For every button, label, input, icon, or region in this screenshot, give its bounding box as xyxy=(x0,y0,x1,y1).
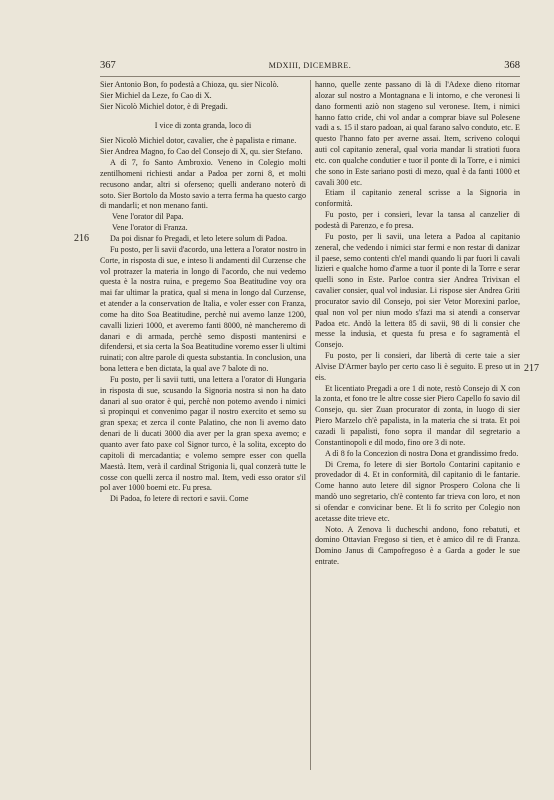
header-rule xyxy=(100,76,520,77)
paragraph-tansa: Fu posto, per i consieri, levar la tansa al canzelier di podestà di Parenzo, e fo presa. xyxy=(315,210,520,230)
running-title: MDXIII, DICEMBRE. xyxy=(268,61,352,70)
paragraph-crema: Di Crema, fo letere di sier Bortolo Contarini capitanio e provedador di 4. Et in conformità, dil capitanio di le fantarie. Come hanno auto letere dil signor Prospero Colona che li mandò uno segretario, ch'è contento far trieva con loro, et non si ofendar e convicinar bene. Et li fo scrito per Colegio non acetasse dite trieve etc. xyxy=(315,459,520,523)
margin-number-left: 216 xyxy=(74,233,89,244)
left-column xyxy=(100,80,306,505)
paragraph-pregadi: Da poi disnar fo Pregadi, et leto letere solum di Padoa. xyxy=(110,233,288,243)
vene-line: Vene l'orator di Franza. xyxy=(112,223,188,233)
paragraph-concezion: A dì 8 fo la Concezion di nostra Dona et grandissimo fredo. xyxy=(325,448,519,458)
name-entry: Sier Antonio Bon, fo podestà a Chioza, qu. sier Nicolò. xyxy=(100,80,279,89)
column-divider xyxy=(310,80,311,770)
paragraph-etiam: Etiam il capitanio zeneral scrisse a la Signoria in conformità. xyxy=(315,188,520,209)
paragraph-ambrosio: A dì 7, fo Santo Ambroxio. Veneno in Colegio molti zentilhomeni richiesti andar a Padoa per zorni 8, et molti recusono andar, altri si oferseno; quelli anderano noterò di soto. Sier Bortolo da Mosto savio a terra ferma ha questo cargo di mandarli; et non menano fanti. xyxy=(100,158,306,211)
paragraph-fo-posto-corte: Fu posto, per li savii d'acordo, una lettera a l'orator nostro in Corte, in risposta di sue, e inteso li andamenti dil Curzense che vol protrazer la materia in longo di l'acordo, che nui vedemo questa è la nostra ruina, e pregemo Soa Beatitudine voy ora mai far ultimar la pratica, qual si mena in longo dal Curzense, et atender a la conservation de Italia, e voler esser con Franza, come ha dito Soa Beatitudine, perchè nui avemo lanze 1200, cavalli lizieri 1000, et averemo fanti 8000, nè mancheremo di danari e di armada, perchè semo disposti mantenirsi e difendersi, et sia certa la Soa Beatitudine voremo esser li ultimi ruinati; con altre parole di questa substantia. In conclusion, una bona lettera e ben dictata, la qual ave 7 balote di no. xyxy=(100,244,306,374)
running-header xyxy=(100,60,520,74)
paragraph-noto: Noto. A Zenova li ducheschi andono, fono rebatuti, et domino Ottavian Fregoso si tien, et è amico dil re di Franza. Domino Janus di Campofregoso è a Garda a goder le sue entrate. xyxy=(315,524,520,567)
paragraph-continuation: hanno, quelle zente passano di là di l'Adexe dieno ritornar alozar sul nostro a Montagnana e li intorno, e che veronesi li dano formenti aziò non stageno sul veronese. Item, i nimici hanno fatto cride, chi vol andar a comprar biave sul Polesene vadi a s. 15 il staro padoan, ai qual farano salvo conduto, etc. E questo l'hanno fato per averne assai. Item, scriveno coloqui auti col capitanio zeneral, qual voria mandar li stratioti fuora etc. con qualche condutier e tuor il ponte di la Torre, e i nimici che sono in Este sariano posti di mezo, qual è da fanti 1000 et cavali 300 etc. xyxy=(315,80,520,187)
paragraph-taie: Fu posto, per li consieri, dar libertà di certe taie a sier Alvise D'Armer baylo per certo caso li è seguito. E preso ut in eis. xyxy=(315,351,520,382)
section-subheading: I vice di zonta granda, loco di xyxy=(154,120,252,130)
name-entry: Sier Michiel da Leze, fo Cao di X. xyxy=(100,90,212,100)
vene-line: Vene l'orator dil Papa. xyxy=(112,212,184,222)
page-number-right: 368 xyxy=(504,60,520,71)
margin-number-right: 217 xyxy=(524,363,539,374)
paragraph-pregadi-licentiato: Et licentiato Pregadi a ore 1 di note, restò Consejo di X con la zonta, et fono tre le altre cosse sier Piero Capello fo savio dil Consejo, qu. sier Zuan procurator di zonta, in luogo di sier Piero Marzelo ch'è papalista, in la materia che si trata. Et poi cazadi li papalisti, fono sopra il mandar dil segretario a Constantinopoli e dil modo, fino ore 3 di note. xyxy=(315,383,520,447)
paragraph-letera-padoa: Fu posto, per li savii, una letera a Padoa al capitanio zeneral, che vedendo i nimici star fermi e non restar di danizar il paese, semo contenti ch'el mandi quando li par fuori li cavali lizieri e qualche homo d'arme a tuor il ponte di la Torre e serar quelli sono in Este. Parloe contra sier Andrea Trivixan el cavalier consier, qual vol indusiar. Li rispose sier Andrea Griti procurator savio dil Consejo, poi sier Vetor Morexini parloe, qual non vol per niun modo s'fazi ma si atendi a conservar Padoa etc. Andò la lettera 85 di savii, 98 di li consier che messe la indusia, et questa fu presa e fo sagramentà el Consejo. xyxy=(315,231,520,350)
name-entry: Sier Nicolò Michiel dotor, cavalier, che è papalista e rimane. xyxy=(100,136,297,146)
paragraph-fo-posto-hungaria: Fu posto, per li savii tutti, una lettera a l'orator di Hungaria in risposta di sue, scusando la Signoria nostra si non ha dato danari al suo orator è qui, perchè non potemo avendo i nimici sì propinqui et convenimo pagar il nostro exercito et semo su gran spexa; et zerca il conte Palatino, che non li avemo dato denari de li ducati 3000 dia aver per la gran spexa avemo; e quanto aver fato paxe col Signor turco, è la solita, excepto do capitoli di mercadantia; e volemo sempre esser con quella Maestà. Item, verà il cardinal Strigonia li, qual conzerà tutte le cosse con quelli zerca il nostro mal. Item, vedi esso orator s'il pol aver 1000 boemi etc. Fu presa. xyxy=(100,374,306,493)
right-column xyxy=(315,80,520,568)
name-entry: Sier Nicolò Michiel dotor, è di Pregadi. xyxy=(100,101,228,111)
paragraph-padoa: Di Padoa, fo letere di rectori e savii. Come xyxy=(110,494,249,504)
page-number-left: 367 xyxy=(100,60,116,71)
name-entry: Sier Andrea Magno, fo Cao del Consejo di X, qu. sier Stefano. xyxy=(100,147,303,157)
